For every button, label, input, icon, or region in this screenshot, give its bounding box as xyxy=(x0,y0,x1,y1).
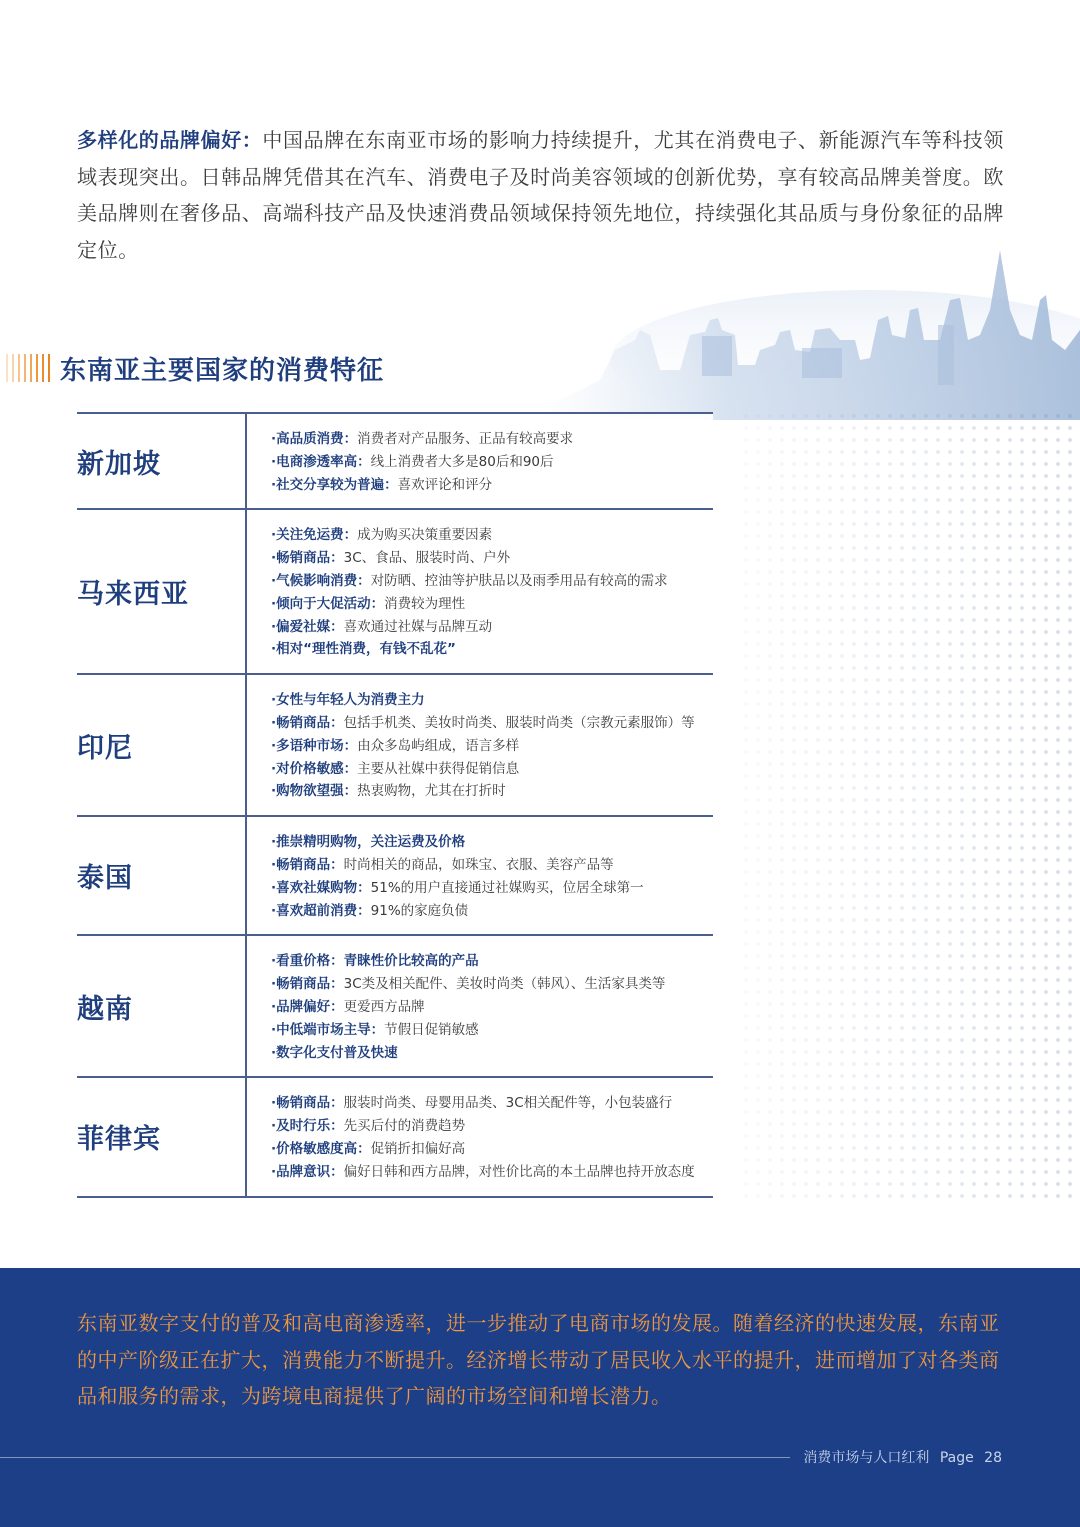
trait-text: 喜欢通过社媒与品牌互动 xyxy=(343,618,493,635)
trait-item xyxy=(271,758,713,781)
bullet-dot: · xyxy=(271,834,277,851)
bullet-dot: · xyxy=(271,1163,277,1180)
country-row xyxy=(77,934,713,1076)
bullet-dot: · xyxy=(271,902,277,919)
footer-page-label: Page xyxy=(939,1450,974,1466)
trait-item xyxy=(271,1042,713,1065)
bullet-dot: · xyxy=(271,760,277,777)
trait-text: 91%的家庭负债 xyxy=(370,902,469,919)
section-title: 东南亚主要国家的消费特征 xyxy=(60,355,385,386)
trait-item xyxy=(271,524,713,547)
trait-key: 畅销商品： xyxy=(276,856,344,873)
bullet-dot: · xyxy=(271,737,277,754)
trait-key: 关注免运费： xyxy=(276,527,358,544)
stripe-bar xyxy=(48,354,50,382)
trait-item xyxy=(271,900,713,923)
trait-item xyxy=(271,474,713,497)
trait-text: 时尚相关的商品，如珠宝、衣服、美容产品等 xyxy=(343,856,614,873)
country-traits xyxy=(247,817,713,934)
footer-page-info xyxy=(797,1447,1002,1467)
trait-text: 偏好日韩和西方品牌，对性价比高的本土品牌也持开放态度 xyxy=(343,1163,695,1180)
trait-item xyxy=(271,996,713,1019)
trait-key: 畅销商品： xyxy=(276,1095,344,1112)
trait-text: 3C类及相关配件、美妆时尚类（韩风）、生活家具类等 xyxy=(343,976,666,993)
trait-key: 品牌偏好： xyxy=(276,998,344,1015)
trait-text: 促销折扣偏好高 xyxy=(370,1140,466,1157)
trait-item xyxy=(271,831,713,854)
trait-text: 由众多岛屿组成，语言多样 xyxy=(357,737,520,754)
bullet-dot: · xyxy=(271,783,277,800)
bullet-dot: · xyxy=(271,856,277,873)
trait-text: 服装时尚类、母婴用品类、3C相关配件等，小包装盛行 xyxy=(343,1095,673,1112)
trait-item xyxy=(271,1019,713,1042)
trait-item xyxy=(271,689,713,712)
stripe-bar xyxy=(30,354,32,382)
trait-text: 3C、食品、服装时尚、户外 xyxy=(343,550,511,567)
trait-item xyxy=(271,616,713,639)
trait-text: 先买后付的消费趋势 xyxy=(343,1118,466,1135)
trait-item xyxy=(271,593,713,616)
country-row xyxy=(77,414,713,508)
trait-key: 数字化支付普及快速 xyxy=(276,1044,398,1061)
bullet-dot: · xyxy=(271,1140,277,1157)
summary-paragraph: 东南亚数字支付的普及和高电商渗透率，进一步推动了电商市场的发展。随着经济的快速发展，东南亚的中产阶级正在扩大，消费能力不断提升。经济增长带动了居民收入水平的提升，进而增加了对各类商品和服务的需求，为跨境电商提供了广阔的市场空间和增长潜力。 xyxy=(77,1311,1000,1408)
trait-key: 及时行乐： xyxy=(276,1118,344,1135)
trait-item xyxy=(271,451,713,474)
country-row xyxy=(77,508,713,673)
trait-item xyxy=(271,1092,713,1115)
intro-lead: 多样化的品牌偏好： xyxy=(77,128,263,152)
halftone-dot-pattern xyxy=(740,410,1080,1200)
trait-item xyxy=(271,854,713,877)
trait-key: 电商渗透率高： xyxy=(276,453,371,470)
footer-page-number: 28 xyxy=(984,1450,1002,1466)
country-traits xyxy=(247,414,713,508)
bullet-dot: · xyxy=(271,618,277,635)
trait-item xyxy=(271,1138,713,1161)
trait-item xyxy=(271,1161,713,1184)
bullet-dot: · xyxy=(271,692,277,709)
bullet-dot: · xyxy=(271,1044,277,1061)
trait-key: 畅销商品： xyxy=(276,550,344,567)
bullet-dot: · xyxy=(271,998,277,1015)
country-row xyxy=(77,1076,713,1195)
trait-item xyxy=(271,570,713,593)
trait-item xyxy=(271,1115,713,1138)
bullet-dot: · xyxy=(271,1118,277,1135)
trait-item xyxy=(271,712,713,735)
trait-item xyxy=(271,547,713,570)
bullet-dot: · xyxy=(271,550,277,567)
trait-key: 看重价格：青睐性价比较高的产品 xyxy=(276,953,479,970)
trait-key: 畅销商品： xyxy=(276,976,344,993)
trait-text: 成为购买决策重要因素 xyxy=(357,527,493,544)
trait-text: 包括手机类、美妆时尚类、服装时尚类（宗教元素服饰）等 xyxy=(343,714,695,731)
bullet-dot: · xyxy=(271,527,277,544)
country-name: 菲律宾 xyxy=(77,1078,247,1195)
trait-key: 社交分享较为普遍： xyxy=(276,476,398,493)
bullet-dot: · xyxy=(271,476,277,493)
trait-key: 气候影响消费： xyxy=(276,572,371,589)
bullet-dot: · xyxy=(271,572,277,589)
footer-divider xyxy=(0,1457,790,1458)
trait-item xyxy=(271,973,713,996)
trait-text: 热衷购物，尤其在打折时 xyxy=(357,783,506,800)
bullet-dot: · xyxy=(271,453,277,470)
country-name: 新加坡 xyxy=(77,414,247,508)
country-traits xyxy=(247,936,713,1076)
section-heading xyxy=(0,348,384,388)
trait-text: 51%的用户直接通过社媒购买，位居全球第一 xyxy=(370,879,644,896)
trait-key: 对价格敏感： xyxy=(276,760,358,777)
trait-item xyxy=(271,638,713,661)
trait-text: 节假日促销敏感 xyxy=(384,1021,479,1038)
country-row xyxy=(77,815,713,934)
trait-key: 多语种市场： xyxy=(276,737,358,754)
intro-paragraph xyxy=(77,122,1007,268)
trait-item xyxy=(271,950,713,973)
trait-key: 价格敏感度高： xyxy=(276,1140,371,1157)
stripe-bar xyxy=(12,354,14,382)
bullet-dot: · xyxy=(271,1021,277,1038)
bullet-dot: · xyxy=(271,431,277,447)
stripe-bar xyxy=(18,354,20,382)
stripe-bar xyxy=(36,354,38,382)
bullet-dot: · xyxy=(271,641,277,658)
trait-key: 品牌意识： xyxy=(276,1163,344,1180)
trait-item xyxy=(271,877,713,900)
trait-key: 中低端市场主导： xyxy=(276,1021,385,1038)
trait-text: 消费者对产品服务、正品有较高要求 xyxy=(357,431,574,447)
bullet-dot: · xyxy=(271,879,277,896)
trait-key: 偏爱社媒： xyxy=(276,618,344,635)
trait-text: 对防晒、控油等护肤品以及雨季用品有较高的需求 xyxy=(370,572,668,589)
stripe-bar xyxy=(42,354,44,382)
trait-key: 畅销商品： xyxy=(276,714,344,731)
country-row xyxy=(77,673,713,815)
trait-key: 喜欢社媒购物： xyxy=(276,879,371,896)
trait-item xyxy=(271,428,713,451)
trait-text: 更爱西方品牌 xyxy=(343,998,425,1015)
trait-key: 女性与年轻人为消费主力 xyxy=(276,692,425,709)
trait-text: 线上消费者大多是80后和90后 xyxy=(370,453,554,470)
stripe-bar xyxy=(24,354,26,382)
country-name: 泰国 xyxy=(77,817,247,934)
trait-key: 购物欲望强： xyxy=(276,783,358,800)
bullet-dot: · xyxy=(271,714,277,731)
trait-key: 喜欢超前消费： xyxy=(276,902,371,919)
stripe-bar xyxy=(6,354,8,382)
trait-item xyxy=(271,780,713,803)
footer-section-name: 消费市场与人口红利 xyxy=(803,1450,930,1466)
trait-text: 喜欢评论和评分 xyxy=(397,476,493,493)
trait-key: 倾向于大促活动： xyxy=(276,595,385,612)
country-traits xyxy=(247,510,713,673)
trait-text: 消费较为理性 xyxy=(384,595,466,612)
trait-text: 主要从社媒中获得促销信息 xyxy=(357,760,520,777)
country-name: 印尼 xyxy=(77,675,247,815)
country-name: 马来西亚 xyxy=(77,510,247,673)
country-consumption-table xyxy=(77,412,713,1198)
intro-text: 中国品牌在东南亚市场的影响力持续提升，尤其在消费电子、新能源汽车等科技领域表现突出。日韩品牌凭借其在汽车、消费电子及时尚美容领域的创新优势，享有较高品牌美誉度。欧美品牌则在奢侈品、高端科技产品及快速消费品领域保持领先地位，持续强化其品质与身份象征的品牌定位。 xyxy=(77,128,1005,262)
bullet-dot: · xyxy=(271,595,277,612)
trait-item xyxy=(271,735,713,758)
trait-key: 推崇精明购物，关注运费及价格 xyxy=(276,834,466,851)
country-traits xyxy=(247,675,713,815)
bullet-dot: · xyxy=(271,976,277,993)
trait-key: 相对“理性消费，有钱不乱花” xyxy=(276,641,456,658)
country-traits xyxy=(247,1078,713,1195)
country-name: 越南 xyxy=(77,936,247,1076)
section-stripes xyxy=(6,354,50,382)
bullet-dot: · xyxy=(271,1095,277,1112)
trait-key: 高品质消费： xyxy=(276,431,358,447)
bullet-dot: · xyxy=(271,953,277,970)
